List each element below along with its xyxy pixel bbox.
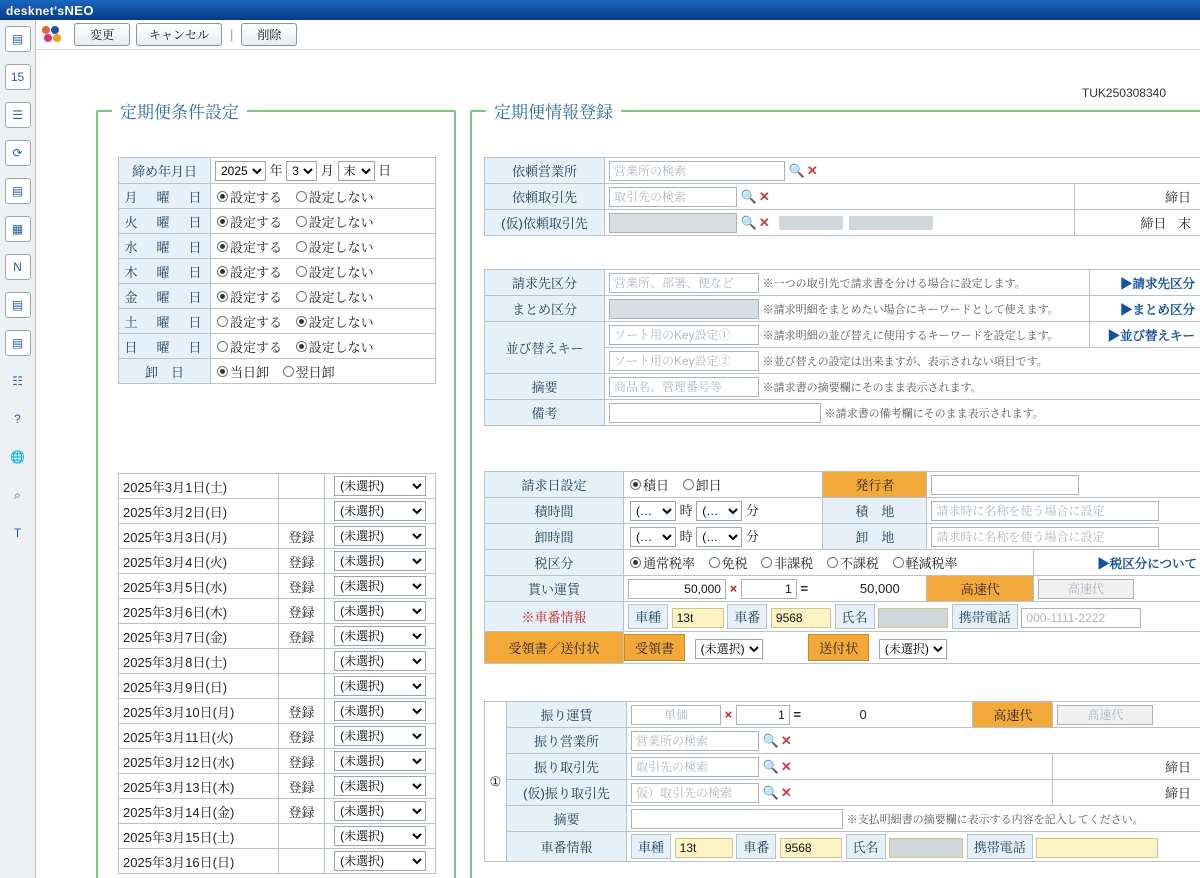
day-row bbox=[119, 549, 436, 574]
vehicle-row bbox=[485, 602, 1200, 632]
client-block bbox=[484, 157, 1200, 236]
neo-app-icon[interactable]: N bbox=[5, 254, 31, 280]
weekday-wed-set[interactable]: 設定する bbox=[217, 237, 282, 256]
group-division-row bbox=[485, 296, 1200, 322]
bill-division-label: 請求先区分 bbox=[485, 270, 605, 296]
transfer-summary-note: ※支払明細書の摘要欄に表示する内容を記入してください。 bbox=[846, 813, 1144, 826]
refresh-icon[interactable]: ⟳ bbox=[5, 140, 31, 166]
day-row bbox=[119, 724, 436, 749]
day-date: 2025年3月13日(木) bbox=[119, 774, 279, 799]
bill-division-link[interactable]: ▶請求先区分 bbox=[1119, 276, 1195, 291]
bill-date-row bbox=[485, 472, 1200, 498]
document-id: TUK250308340 bbox=[1081, 86, 1166, 100]
vehicle-no-label: 車番 bbox=[727, 604, 767, 629]
day-date: 2025年3月11日(火) bbox=[119, 724, 279, 749]
day-date: 2025年3月10日(月) bbox=[119, 699, 279, 724]
unload-day-row bbox=[119, 359, 436, 384]
day-date: 2025年3月14日(金) bbox=[119, 799, 279, 824]
transfer-temp-client-clear-icon[interactable]: ✕ bbox=[780, 784, 792, 800]
transfer-fare-row bbox=[485, 702, 1200, 728]
cancel-button[interactable]: キャンセル bbox=[136, 23, 222, 46]
temp-client-clear-icon[interactable]: ✕ bbox=[758, 214, 770, 230]
transfer-office-clear-icon[interactable]: ✕ bbox=[780, 732, 792, 748]
load-time-label: 積時間 bbox=[485, 498, 624, 524]
icon-rail bbox=[0, 20, 36, 878]
person-icon[interactable]: ☰ bbox=[5, 102, 31, 128]
unload-place-input[interactable] bbox=[931, 527, 1159, 547]
transfer-highway-fee-input[interactable] bbox=[1057, 705, 1153, 725]
weekday-label-thu: 木 曜 日 bbox=[119, 259, 211, 284]
transfer-temp-client-input[interactable] bbox=[631, 783, 759, 803]
day-row bbox=[119, 499, 436, 524]
remark-row bbox=[485, 400, 1200, 426]
load-time-row bbox=[485, 498, 1200, 524]
day-date: 2025年3月6日(木) bbox=[119, 599, 279, 624]
sort-key-input-2[interactable] bbox=[609, 351, 759, 371]
regular-delivery-legend: 定期便情報登録 bbox=[494, 103, 613, 122]
client-clear-icon[interactable]: ✕ bbox=[758, 188, 770, 204]
fare-qty-input[interactable] bbox=[741, 579, 797, 599]
day-select-cell[interactable] bbox=[325, 574, 436, 599]
weekday-row-thu bbox=[119, 259, 436, 284]
day-register-status[interactable] bbox=[278, 674, 325, 699]
month-unit: 月 bbox=[320, 163, 334, 178]
day-select[interactable] bbox=[334, 601, 426, 621]
transfer-qty-input[interactable] bbox=[736, 705, 790, 725]
globe-icon[interactable]: 🌐 bbox=[10, 450, 25, 464]
day-select-cell[interactable] bbox=[325, 599, 436, 624]
weekday-sun-set[interactable]: 設定する bbox=[217, 337, 282, 356]
day-register-status[interactable]: 登録 bbox=[278, 574, 325, 599]
load-minute-unit: 分 bbox=[745, 503, 759, 518]
unload-hour-unit: 時 bbox=[679, 529, 693, 544]
billing-detail-block bbox=[484, 471, 1200, 664]
receipt-label[interactable]: 受領書 bbox=[624, 634, 685, 661]
unload-day-label: 卸 日 bbox=[119, 359, 211, 384]
bill-date-load[interactable]: 積日 bbox=[630, 475, 669, 494]
day-register-status[interactable] bbox=[278, 849, 325, 874]
day-register-status[interactable] bbox=[278, 499, 325, 524]
remark-note: ※請求書の備考欄にそのまま表示されます。 bbox=[824, 407, 1044, 420]
fare-unit-price-input[interactable] bbox=[628, 579, 726, 599]
day-select[interactable] bbox=[334, 626, 426, 646]
day-row bbox=[119, 699, 436, 724]
weekday-row-sun bbox=[119, 334, 436, 359]
day-row bbox=[119, 624, 436, 649]
day-select-cell[interactable] bbox=[325, 524, 436, 549]
transfer-client-input[interactable] bbox=[631, 757, 759, 777]
transfer-index: ① bbox=[485, 702, 507, 862]
client-closing-label: 締日 bbox=[1075, 184, 1200, 210]
vehicle-type-input[interactable] bbox=[672, 608, 724, 628]
transfer-client-clear-icon[interactable]: ✕ bbox=[780, 758, 792, 774]
calendar-icon[interactable]: 15 bbox=[5, 64, 31, 90]
transfer-client-row bbox=[485, 754, 1200, 780]
weekday-tue-set[interactable]: 設定する bbox=[217, 212, 282, 231]
day-register-status[interactable]: 登録 bbox=[278, 699, 325, 724]
day-row bbox=[119, 649, 436, 674]
help-icon[interactable]: ? bbox=[14, 412, 21, 426]
weekday-sat-unset[interactable]: 設定しない bbox=[296, 312, 374, 331]
day-select-cell[interactable] bbox=[325, 724, 436, 749]
day-select[interactable] bbox=[334, 576, 426, 596]
vehicle-no-input[interactable] bbox=[771, 608, 831, 628]
condition-settings-group bbox=[96, 98, 456, 878]
highway-fee-input[interactable] bbox=[1038, 579, 1134, 599]
delete-button[interactable]: 削除 bbox=[241, 23, 297, 46]
day-register-status[interactable] bbox=[278, 824, 325, 849]
receipt-select[interactable] bbox=[695, 639, 763, 659]
folder-icon[interactable]: ▤ bbox=[5, 292, 31, 318]
temp-client-input[interactable] bbox=[609, 213, 737, 233]
temp-client-search-icon[interactable]: 🔍 bbox=[740, 214, 757, 230]
sort-key-row-1 bbox=[485, 322, 1200, 348]
client-search-input[interactable] bbox=[609, 187, 737, 207]
vehicle-phone-label: 携帯電話 bbox=[952, 604, 1018, 629]
toolbar-separator: | bbox=[230, 27, 234, 42]
day-select[interactable] bbox=[334, 751, 426, 771]
closing-date-row bbox=[119, 158, 436, 184]
transfer-total-value: 0 bbox=[859, 706, 867, 722]
day-unit: 日 bbox=[378, 163, 392, 178]
transfer-summary-row bbox=[485, 806, 1200, 832]
closing-month-select[interactable] bbox=[286, 161, 317, 181]
sort-key-note-2: ※並び替えの設定は出来ますが、表示されない項目です。 bbox=[762, 355, 1048, 368]
day-date: 2025年3月9日(日) bbox=[119, 674, 279, 699]
transfer-office-label: 振り営業所 bbox=[507, 728, 627, 754]
transfer-fare-label: 振り運賃 bbox=[507, 702, 627, 728]
unload-next-day[interactable]: 翌日卸 bbox=[283, 362, 335, 381]
weekday-row-tue bbox=[119, 209, 436, 234]
unload-minute-select[interactable] bbox=[696, 527, 742, 547]
day-select-cell[interactable] bbox=[325, 799, 436, 824]
summary-note: ※請求書の摘要欄にそのまま表示されます。 bbox=[762, 381, 982, 394]
day-select[interactable] bbox=[334, 676, 426, 696]
vehicle-label: ※車番情報 bbox=[485, 602, 624, 632]
tax-link[interactable]: ▶税区分について bbox=[1097, 556, 1197, 571]
bill-division-input[interactable] bbox=[609, 273, 759, 293]
load-minute-select[interactable] bbox=[696, 501, 742, 521]
change-button[interactable]: 変更 bbox=[74, 23, 130, 46]
temp-client-closing-value: 末 bbox=[1177, 216, 1191, 231]
day-date: 2025年3月4日(火) bbox=[119, 549, 279, 574]
sort-key-note-1: ※請求明細の並び替えに使用するキーワードを設定します。 bbox=[762, 329, 1059, 342]
tax-opt-nontax[interactable]: 非課税 bbox=[761, 553, 813, 572]
transfer-temp-client-closing: 締日 bbox=[1053, 780, 1200, 806]
day-row bbox=[119, 474, 436, 499]
summary-row bbox=[485, 374, 1200, 400]
day-select-cell[interactable] bbox=[325, 549, 436, 574]
tax-label: 税区分 bbox=[485, 550, 624, 576]
day-row bbox=[119, 574, 436, 599]
day-row bbox=[119, 824, 436, 849]
search-doc-icon[interactable]: ⌕ bbox=[14, 487, 21, 502]
tax-opt-outoftax[interactable]: 不課税 bbox=[827, 553, 879, 572]
weekday-label-sun: 日 曜 日 bbox=[119, 334, 211, 359]
year-unit: 年 bbox=[269, 163, 283, 178]
day-row bbox=[119, 524, 436, 549]
cover-letter-label[interactable]: 送付状 bbox=[808, 634, 869, 661]
weekday-fri-unset[interactable]: 設定しない bbox=[296, 287, 374, 306]
grid-icon[interactable]: ▦ bbox=[5, 216, 31, 242]
bill-division-row bbox=[485, 270, 1200, 296]
weekday-wed-unset[interactable]: 設定しない bbox=[296, 237, 374, 256]
group-division-link[interactable]: ▶まとめ区分 bbox=[1119, 302, 1195, 317]
transfer-vehicle-no-input[interactable] bbox=[780, 838, 842, 858]
transfer-unit-price-input[interactable] bbox=[631, 705, 721, 725]
weekday-sat-set[interactable]: 設定する bbox=[217, 312, 282, 331]
vehicle-type-label: 車種 bbox=[628, 604, 668, 629]
fare-total-value: 50,000 bbox=[859, 580, 900, 596]
brand-text-neo: NEO bbox=[64, 2, 94, 18]
day-row bbox=[119, 674, 436, 699]
day-row bbox=[119, 749, 436, 774]
day-select[interactable] bbox=[334, 801, 426, 821]
fare-label: 貰い運賃 bbox=[485, 576, 624, 602]
day-register-status[interactable]: 登録 bbox=[278, 724, 325, 749]
group-division-input[interactable] bbox=[609, 299, 759, 319]
bill-date-unload[interactable]: 卸日 bbox=[683, 475, 722, 494]
client-label: 依頼取引先 bbox=[485, 184, 605, 210]
transfer-client-closing: 締日 bbox=[1053, 754, 1200, 780]
temp-client-label: (仮)依頼取引先 bbox=[485, 210, 605, 236]
tax-opt-normal[interactable]: 通常税率 bbox=[630, 553, 695, 572]
day-register-status[interactable]: 登録 bbox=[278, 749, 325, 774]
tax-opt-reduced[interactable]: 軽減税率 bbox=[893, 553, 958, 572]
bill-date-label: 請求日設定 bbox=[485, 472, 624, 498]
transfer-office-input[interactable] bbox=[631, 731, 759, 751]
vehicle-name-label: 氏名 bbox=[835, 604, 875, 629]
unload-same-day[interactable]: 当日卸 bbox=[217, 362, 269, 381]
day-register-status[interactable]: 登録 bbox=[278, 524, 325, 549]
day-register-status[interactable]: 登録 bbox=[278, 774, 325, 799]
billing-classification-block bbox=[484, 269, 1200, 426]
transfer-block bbox=[484, 701, 1200, 862]
day-date: 2025年3月7日(金) bbox=[119, 624, 279, 649]
app-logo bbox=[6, 3, 94, 18]
main-pane bbox=[36, 20, 1200, 878]
day-select[interactable] bbox=[334, 651, 426, 671]
tax-row bbox=[485, 550, 1200, 576]
day-select-cell[interactable] bbox=[325, 624, 436, 649]
transfer-temp-client-row bbox=[485, 780, 1200, 806]
open-folder-icon[interactable]: ▤ bbox=[5, 330, 31, 356]
document-icon[interactable]: ▤ bbox=[5, 178, 31, 204]
day-select-cell[interactable] bbox=[325, 674, 436, 699]
list-icon[interactable]: ☷ bbox=[12, 374, 23, 388]
day-select-cell[interactable] bbox=[325, 499, 436, 524]
group-division-note: ※請求明細をまとめたい場合にキーワードとして使えます。 bbox=[762, 303, 1059, 316]
weekday-label-sat: 土 曜 日 bbox=[119, 309, 211, 334]
app-dots-icon bbox=[42, 26, 64, 44]
load-hour-select[interactable] bbox=[630, 501, 676, 521]
office-search-icon[interactable]: 🔍 bbox=[788, 162, 805, 178]
day-select-cell[interactable] bbox=[325, 774, 436, 799]
transfer-vehicle-name-label: 氏名 bbox=[846, 834, 886, 859]
weekday-thu-unset[interactable]: 設定しない bbox=[296, 262, 374, 281]
cover-letter-select[interactable] bbox=[879, 639, 947, 659]
condition-table bbox=[118, 157, 436, 384]
transfer-summary-label: 摘要 bbox=[507, 806, 627, 832]
transfer-client-search-icon[interactable]: 🔍 bbox=[762, 758, 779, 774]
day-row bbox=[119, 849, 436, 874]
temp-client-row bbox=[485, 210, 1200, 236]
office-search-input[interactable] bbox=[609, 161, 785, 181]
day-date: 2025年3月3日(月) bbox=[119, 524, 279, 549]
sort-key-link[interactable]: ▶並び替えキー bbox=[1107, 328, 1195, 343]
highway-fee-button[interactable]: 高速代 bbox=[927, 576, 1034, 602]
day-register-status[interactable]: 登録 bbox=[278, 799, 325, 824]
weekday-mon-set[interactable]: 設定する bbox=[217, 187, 282, 206]
transfer-office-search-icon[interactable]: 🔍 bbox=[762, 732, 779, 748]
temp-client-closing-label: 締日 bbox=[1140, 216, 1167, 231]
day-row bbox=[119, 799, 436, 824]
day-select[interactable] bbox=[334, 726, 426, 746]
unload-hour-select[interactable] bbox=[630, 527, 676, 547]
transfer-office-row bbox=[485, 728, 1200, 754]
closing-year-select[interactable] bbox=[215, 161, 266, 181]
weekday-sun-unset[interactable]: 設定しない bbox=[296, 337, 374, 356]
client-search-icon[interactable]: 🔍 bbox=[740, 188, 757, 204]
weekday-row-mon bbox=[119, 184, 436, 209]
regular-delivery-group bbox=[470, 98, 1200, 878]
toolbar bbox=[36, 20, 1200, 50]
day-row bbox=[119, 774, 436, 799]
calculator-icon[interactable]: ▤ bbox=[5, 26, 31, 52]
weekday-label-fri: 金 曜 日 bbox=[119, 284, 211, 309]
group-division-label: まとめ区分 bbox=[485, 296, 605, 322]
load-place-input[interactable] bbox=[931, 501, 1159, 521]
day-select-cell[interactable] bbox=[325, 649, 436, 674]
weekday-fri-set[interactable]: 設定する bbox=[217, 287, 282, 306]
tax-opt-exempt[interactable]: 免税 bbox=[709, 553, 748, 572]
transfer-vehicle-no-label: 車番 bbox=[736, 834, 776, 859]
transfer-equals-symbol: = bbox=[793, 706, 802, 722]
unload-minute-unit: 分 bbox=[745, 529, 759, 544]
day-date: 2025年3月16日(日) bbox=[119, 849, 279, 874]
client-row bbox=[485, 184, 1200, 210]
transfer-vehicle-label: 車番情報 bbox=[507, 832, 627, 862]
closing-date-label: 締め年月日 bbox=[119, 158, 211, 184]
transfer-highway-fee-button[interactable]: 高速代 bbox=[973, 702, 1053, 728]
receipt-row bbox=[485, 632, 1200, 664]
day-date: 2025年3月2日(日) bbox=[119, 499, 279, 524]
vehicle-phone-input[interactable] bbox=[1021, 608, 1141, 628]
fare-multiply-symbol: × bbox=[729, 580, 738, 596]
issuer-label[interactable]: 発行者 bbox=[823, 472, 927, 498]
fare-row bbox=[485, 576, 1200, 602]
day-select-cell[interactable] bbox=[325, 749, 436, 774]
day-select[interactable] bbox=[334, 476, 426, 496]
day-register-status[interactable]: 登録 bbox=[278, 624, 325, 649]
remark-input[interactable] bbox=[609, 403, 821, 423]
transfer-multiply-symbol: × bbox=[724, 706, 733, 722]
day-date: 2025年3月8日(土) bbox=[119, 649, 279, 674]
vehicle-name-input[interactable] bbox=[878, 608, 948, 628]
office-label: 依頼営業所 bbox=[485, 158, 605, 184]
day-select[interactable] bbox=[334, 851, 426, 871]
unload-time-row bbox=[485, 524, 1200, 550]
day-select-cell[interactable] bbox=[325, 699, 436, 724]
day-date: 2025年3月12日(水) bbox=[119, 749, 279, 774]
day-register-status[interactable] bbox=[278, 649, 325, 674]
weekday-label-wed: 水 曜 日 bbox=[119, 234, 211, 259]
transfer-vehicle-type-input[interactable] bbox=[675, 838, 733, 858]
condition-settings-legend: 定期便条件設定 bbox=[120, 103, 239, 122]
weekday-label-mon: 月 曜 日 bbox=[119, 184, 211, 209]
day-select-cell[interactable] bbox=[325, 824, 436, 849]
load-hour-unit: 時 bbox=[679, 503, 693, 518]
closing-day-select[interactable] bbox=[338, 161, 375, 181]
weekday-row-sat bbox=[119, 309, 436, 334]
title-bar bbox=[0, 0, 1200, 20]
day-select-cell[interactable] bbox=[325, 849, 436, 874]
weekday-mon-unset[interactable]: 設定しない bbox=[296, 187, 374, 206]
transfer-vehicle-phone-label: 携帯電話 bbox=[967, 834, 1033, 859]
day-select[interactable] bbox=[334, 826, 426, 846]
day-date: 2025年3月15日(土) bbox=[119, 824, 279, 849]
bill-division-note: ※一つの取引先で請求書を分ける場合に設定します。 bbox=[762, 277, 1026, 290]
day-row bbox=[119, 599, 436, 624]
office-clear-icon[interactable]: ✕ bbox=[806, 162, 818, 178]
day-date: 2025年3月1日(土) bbox=[119, 474, 279, 499]
day-select-cell[interactable] bbox=[325, 474, 436, 499]
transfer-summary-input[interactable] bbox=[631, 809, 843, 829]
day-register-status[interactable]: 登録 bbox=[278, 549, 325, 574]
weekday-row-wed bbox=[119, 234, 436, 259]
day-register-status[interactable]: 登録 bbox=[278, 599, 325, 624]
day-date: 2025年3月5日(水) bbox=[119, 574, 279, 599]
text-tool-icon[interactable]: T bbox=[13, 526, 22, 540]
summary-input[interactable] bbox=[609, 377, 759, 397]
sort-key-label: 並び替えキー bbox=[485, 322, 605, 374]
remark-label: 備考 bbox=[485, 400, 605, 426]
transfer-vehicle-row bbox=[485, 832, 1200, 862]
day-register-status[interactable] bbox=[278, 474, 325, 499]
day-select[interactable] bbox=[334, 701, 426, 721]
day-select[interactable] bbox=[334, 501, 426, 521]
transfer-vehicle-name-input[interactable] bbox=[889, 838, 963, 858]
fare-equals-symbol: = bbox=[800, 580, 809, 596]
day-list-table bbox=[118, 473, 436, 874]
transfer-temp-client-label: (仮)振り取引先 bbox=[507, 780, 627, 806]
load-place-label: 積 地 bbox=[823, 498, 927, 524]
weekday-row-fri bbox=[119, 284, 436, 309]
issuer-input[interactable] bbox=[931, 475, 1079, 495]
unload-time-label: 卸時間 bbox=[485, 524, 624, 550]
day-select[interactable] bbox=[334, 526, 426, 546]
sort-key-input-1[interactable] bbox=[609, 325, 759, 345]
day-select[interactable] bbox=[334, 551, 426, 571]
transfer-client-label: 振り取引先 bbox=[507, 754, 627, 780]
weekday-thu-set[interactable]: 設定する bbox=[217, 262, 282, 281]
brand-text: desknet's bbox=[6, 3, 65, 18]
unload-place-label: 卸 地 bbox=[823, 524, 927, 550]
weekday-label-tue: 火 曜 日 bbox=[119, 209, 211, 234]
summary-label: 摘要 bbox=[485, 374, 605, 400]
receipt-section-label: 受領書／送付状 bbox=[485, 632, 624, 664]
transfer-temp-client-search-icon[interactable]: 🔍 bbox=[762, 784, 779, 800]
transfer-vehicle-phone-input[interactable] bbox=[1036, 838, 1158, 858]
day-select[interactable] bbox=[334, 776, 426, 796]
transfer-vehicle-type-label: 車種 bbox=[631, 834, 671, 859]
office-row bbox=[485, 158, 1200, 184]
weekday-tue-unset[interactable]: 設定しない bbox=[296, 212, 374, 231]
